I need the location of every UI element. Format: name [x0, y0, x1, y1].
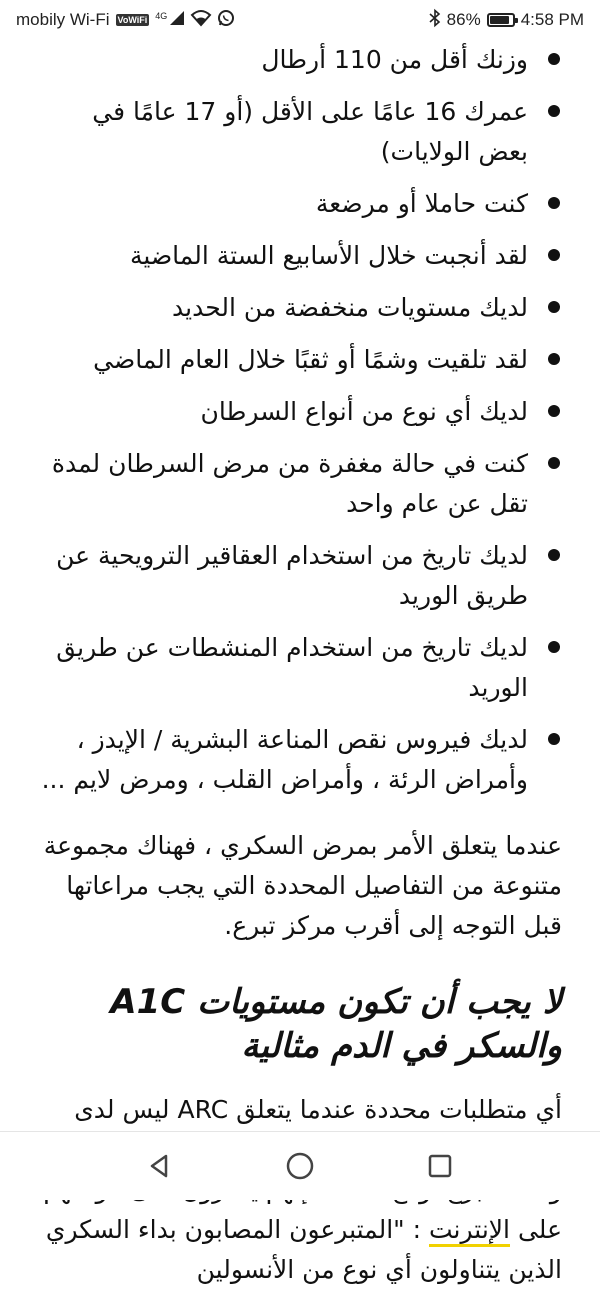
- vowifi-badge: VoWiFi: [117, 15, 148, 25]
- arc-text-part3: : "المتبرعون المصابون بداء السكري الذين يتناولون أي نوع من الأنسولين: [45, 1215, 562, 1284]
- internet-link[interactable]: الإنترنت: [429, 1215, 510, 1247]
- list-item: لقد تلقيت وشمًا أو ثقبًا خلال العام الماضي: [36, 340, 562, 380]
- network-type: 4G: [155, 10, 168, 21]
- list-item: كنت حاملا أو مرضعة: [36, 184, 562, 224]
- recents-icon: [426, 1152, 454, 1180]
- section-heading: لا يجب أن تكون مستويات A1C والسكر في الدم مثالية: [110, 982, 562, 1066]
- battery-fill: [490, 16, 509, 24]
- navigation-bar: [0, 1131, 600, 1200]
- list-item: لديك تاريخ من استخدام المنشطات عن طريق الوريد: [36, 628, 562, 708]
- carrier-label: mobily Wi-Fi: [16, 10, 110, 29]
- status-bar: [0, 0, 600, 40]
- battery-icon: [487, 13, 515, 27]
- whatsapp-icon: [217, 9, 235, 32]
- list-item: لقد أنجبت خلال الأسابيع الستة الماضية: [36, 236, 562, 276]
- list-item: لديك مستويات منخفضة من الحديد: [36, 288, 562, 328]
- bluetooth-icon: [429, 9, 441, 32]
- recents-button[interactable]: [420, 1146, 460, 1186]
- list-item: لديك فيروس نقص المناعة البشرية / الإيدز ، وأمراض الرئة ، وأمراض القلب ، ومرض لايم ...: [36, 720, 562, 800]
- home-icon: [285, 1151, 315, 1181]
- arc-text-part1: أي متطلبات محددة عندما يتعلق ARC ليس لدى: [74, 1095, 562, 1124]
- list-item: لديك أي نوع من أنواع السرطان: [36, 392, 562, 432]
- arc-text-part2: على: [517, 1215, 562, 1244]
- diabetes-paragraph: عندما يتعلق الأمر بمرض السكري ، فهناك مجموعة متنوعة من التفاصيل المحددة التي يجب مراعاتها قبل التوجه إلى أقرب مركز تبرع.: [43, 831, 562, 940]
- list-item: لديك تاريخ من استخدام العقاقير الترويحية عن طريق الوريد: [36, 536, 562, 616]
- article-content[interactable]: [0, 40, 600, 1284]
- back-icon: [146, 1152, 174, 1180]
- back-button[interactable]: [140, 1146, 180, 1186]
- status-left: [16, 9, 235, 32]
- status-right: [429, 9, 584, 32]
- battery-percent: 86%: [446, 10, 481, 29]
- list-item: وزنك أقل من 110 أرطال: [36, 40, 562, 80]
- clock: 4:58 PM: [520, 10, 584, 29]
- bullet-list: [36, 40, 562, 800]
- wifi-icon: [191, 10, 211, 31]
- signal-icon: [155, 10, 185, 31]
- list-item: عمرك 16 عامًا على الأقل (أو 17 عامًا في بعض الولايات): [36, 92, 562, 172]
- home-button[interactable]: [280, 1146, 320, 1186]
- list-item: كنت في حالة مغفرة من مرض السرطان لمدة تقل عن عام واحد: [36, 444, 562, 524]
